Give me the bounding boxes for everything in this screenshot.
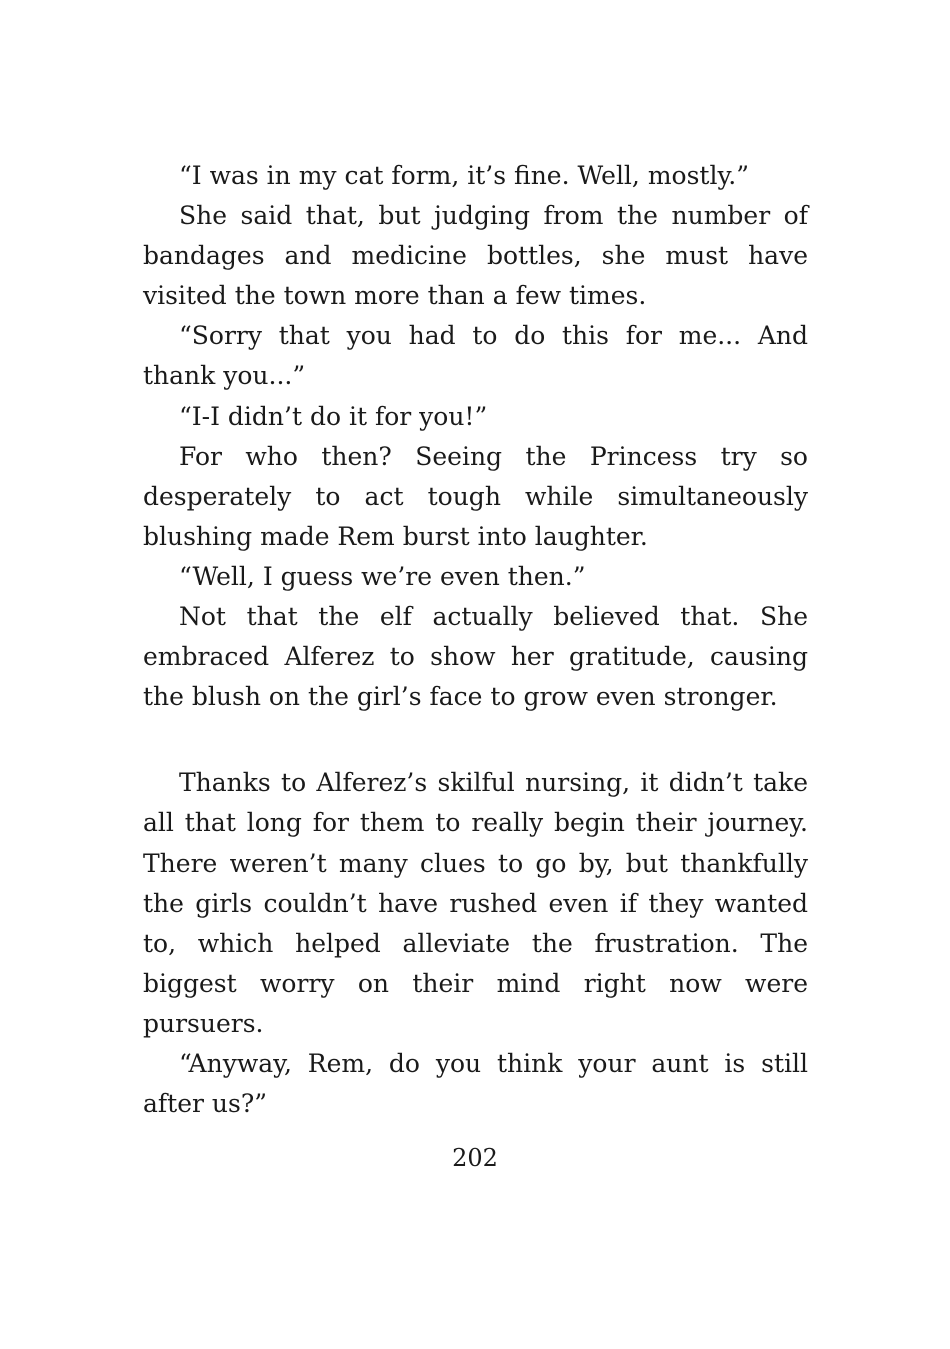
paragraph: “Anyway, Rem, do you think your aunt is still after us?” — [143, 1048, 808, 1119]
paragraph: “Sorry that you had to do this for me... And thank you...” — [143, 321, 808, 391]
paragraph: For who then? Seeing the Princess try so desperately to act tough while simultaneously blushing made Rem burst into laughter. — [143, 441, 808, 551]
page-number: 202 — [452, 1144, 498, 1172]
body-text — [143, 156, 808, 1124]
paragraph: Not that the elf actually believed that. She embraced Alferez to show her gratitude, causing the blush on the girl’s face to grow even stronger. — [143, 602, 808, 712]
paragraph: Thanks to Alferez’s skilful nursing, it didn’t take all that long for them to really begin their journey. There weren’t many clues to go by, but thankfully the girls couldn’t have rushed even if they wanted to, which helped alleviate the frustration. The biggest worry on their mind right now were pursuers. — [143, 768, 808, 1038]
scene-break — [143, 717, 808, 763]
paragraph: “I was in my cat form, it’s fine. Well, mostly.” — [179, 161, 749, 190]
paragraph: She said that, but judging from the number of bandages and medicine bottles, she must have visited the town more than a few times. — [143, 201, 808, 311]
paragraph: “I-I didn’t do it for you!” — [179, 401, 488, 431]
paragraph: “Well, I guess we’re even then.” — [179, 561, 586, 591]
